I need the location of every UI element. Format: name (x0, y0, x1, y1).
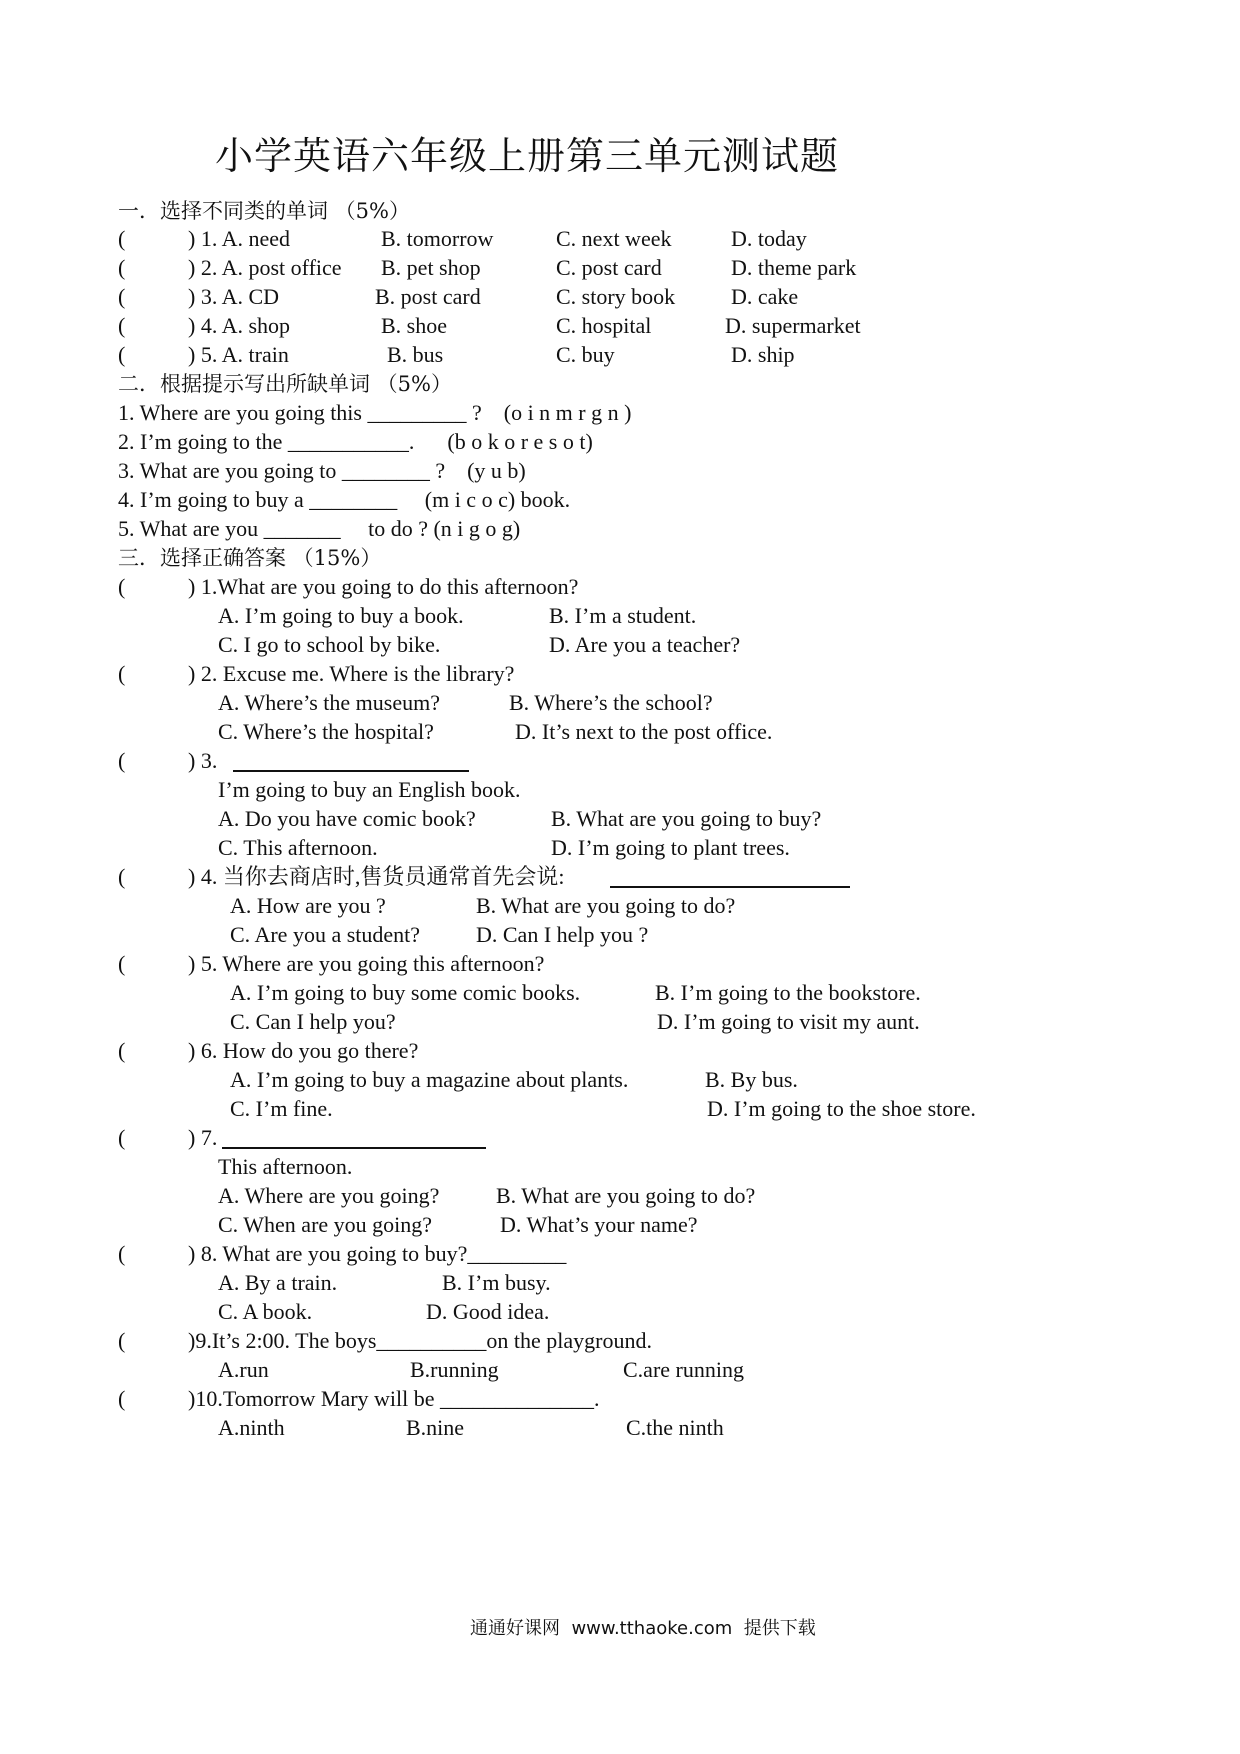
answer-paren: ( (118, 1328, 126, 1353)
question-text: ) 7. (188, 1125, 218, 1150)
answer-paren: ( (118, 342, 126, 367)
answer-paren: ( (118, 864, 126, 889)
answer-paren: ( (118, 1386, 126, 1411)
s1-option-b: B. post card (375, 284, 481, 309)
s1-option-c: C. buy (556, 342, 615, 367)
s1-option-b: B. shoe (381, 313, 447, 338)
option-b: B. What are you going to buy? (551, 806, 822, 831)
answer-blank[interactable] (233, 748, 469, 772)
s1-q: ) 5. A. train (188, 342, 289, 367)
section3-heading: 三．选择正确答案 （15%） (118, 546, 382, 570)
option-d: D. It’s next to the post office. (515, 719, 773, 744)
option-c: C. I go to school by bike. (218, 632, 441, 657)
question-text: ) 8. What are you going to buy?_________ (188, 1241, 567, 1266)
option-c: C. When are you going? (218, 1212, 433, 1237)
option-b: B. I’m going to the bookstore. (655, 980, 921, 1005)
option-a: A. I’m going to buy some comic books. (230, 980, 581, 1005)
answer-paren: ( (118, 1038, 126, 1063)
option-a: A. Do you have comic book? (218, 806, 476, 831)
s1-option-d: D. cake (731, 284, 799, 309)
s1-q: ) 2. A. post office (188, 255, 342, 280)
question-text: )9.It’s 2:00. The boys__________on the playground. (188, 1328, 652, 1353)
option-b: B. I’m a student. (549, 603, 697, 628)
s1-q: ) 4. A. shop (188, 313, 291, 338)
option-c: C. Can I help you? (230, 1009, 396, 1034)
option-c: C.are running (623, 1357, 744, 1382)
s1-option-d: D. theme park (731, 255, 857, 280)
s1-q: ) 3. A. CD (188, 284, 280, 309)
given-answer: I’m going to buy an English book. (218, 777, 521, 802)
option-c: C.the ninth (626, 1415, 724, 1440)
answer-paren: ( (118, 661, 126, 686)
s1-option-c: C. hospital (556, 313, 652, 338)
s2-item-5: 5. What are you _______ to do ? (n i g o g) (118, 516, 521, 541)
question-text: ) 2. Excuse me. Where is the library? (188, 661, 515, 686)
s1-option-b: B. pet shop (381, 255, 481, 280)
s1-option-d: D. supermarket (725, 313, 861, 338)
s1-option-d: D. today (731, 226, 807, 251)
answer-paren: ( (118, 226, 126, 251)
given-answer: This afternoon. (218, 1154, 353, 1179)
question-text: ) 3. (188, 748, 218, 773)
option-d: D. Good idea. (426, 1299, 550, 1324)
answer-paren: ( (118, 951, 126, 976)
option-c: C. A book. (218, 1299, 313, 1324)
option-a: A. Where’s the museum? (218, 690, 440, 715)
option-b: B. What are you going to do? (496, 1183, 756, 1208)
option-a: A.run (218, 1357, 269, 1382)
s1-option-b: B. tomorrow (381, 226, 494, 251)
option-b: B. Where’s the school? (509, 690, 713, 715)
option-b: B.nine (406, 1415, 465, 1440)
option-a: A. Where are you going? (218, 1183, 440, 1208)
answer-paren: ( (118, 748, 126, 773)
option-c: C. This afternoon. (218, 835, 378, 860)
question-text: )10.Tomorrow Mary will be ______________. (188, 1386, 600, 1411)
s1-option-c: C. post card (556, 255, 662, 280)
option-d: D. What’s your name? (500, 1212, 698, 1237)
option-d: D. I’m going to plant trees. (551, 835, 790, 860)
option-d: D. I’m going to visit my aunt. (657, 1009, 920, 1034)
s2-item-4: 4. I’m going to buy a ________ (m i c o c) book. (118, 487, 571, 512)
option-c: C. Are you a student? (230, 922, 421, 947)
option-a: A. I’m going to buy a book. (218, 603, 464, 628)
answer-paren: ( (118, 255, 126, 280)
s2-item-2: 2. I’m going to the ___________. (b o k o r e s o t) (118, 429, 593, 454)
question-text: ) 1.What are you going to do this afternoon? (188, 574, 579, 599)
option-a: A. How are you ? (230, 893, 386, 918)
s1-q: ) 1. A. need (188, 226, 291, 251)
option-b: B.running (410, 1357, 499, 1382)
question-text: ) 4. 当你去商店时,售货员通常首先会说: (188, 864, 565, 889)
s1-option-d: D. ship (731, 342, 795, 367)
option-a: A. I’m going to buy a magazine about plants. (230, 1067, 629, 1092)
answer-blank[interactable] (610, 864, 850, 888)
question-text: ) 5. Where are you going this afternoon? (188, 951, 545, 976)
page-title: 小学英语六年级上册第三单元测试题 (215, 134, 840, 178)
s1-option-b: B. bus (387, 342, 444, 367)
answer-paren: ( (118, 284, 126, 309)
option-b: B. What are you going to do? (476, 893, 736, 918)
option-a: A.ninth (218, 1415, 285, 1440)
answer-paren: ( (118, 1125, 126, 1150)
answer-paren: ( (118, 1241, 126, 1266)
option-c: C. I’m fine. (230, 1096, 333, 1121)
question-text: ) 6. How do you go there? (188, 1038, 419, 1063)
option-d: D. Are you a teacher? (549, 632, 741, 657)
answer-blank[interactable] (222, 1125, 486, 1149)
option-b: B. By bus. (705, 1067, 798, 1092)
option-b: B. I’m busy. (442, 1270, 551, 1295)
section1-heading: 一．选择不同类的单词 （5%） (118, 199, 410, 223)
answer-paren: ( (118, 574, 126, 599)
s2-item-1: 1. Where are you going this _________ ? (o i n m r g n ) (118, 400, 632, 425)
s2-item-3: 3. What are you going to ________ ? (y u b) (118, 458, 526, 483)
s1-option-c: C. story book (556, 284, 676, 309)
option-d: D. Can I help you ? (476, 922, 649, 947)
option-a: A. By a train. (218, 1270, 338, 1295)
s1-option-c: C. next week (556, 226, 672, 251)
answer-paren: ( (118, 313, 126, 338)
option-c: C. Where’s the hospital? (218, 719, 434, 744)
footer-credit: 通通好课网 www.tthaoke.com 提供下载 (470, 1618, 816, 1639)
section2-heading: 二．根据提示写出所缺单词 （5%） (118, 372, 452, 396)
option-d: D. I’m going to the shoe store. (707, 1096, 976, 1121)
